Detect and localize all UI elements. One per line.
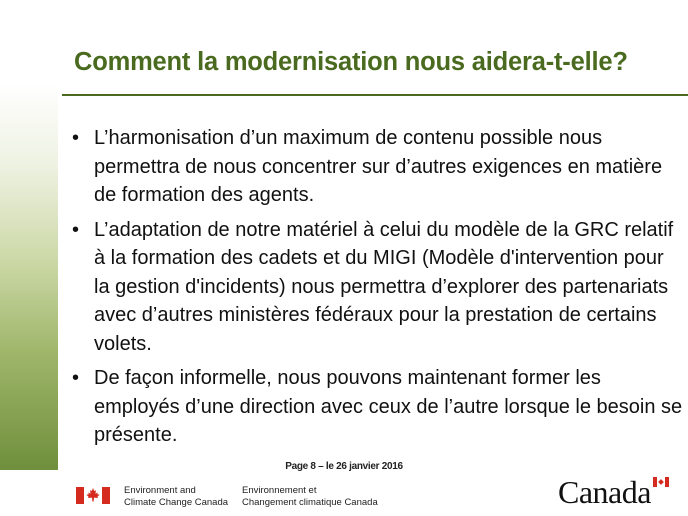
canada-wordmark: Canada <box>558 474 651 510</box>
bullet-text: L’harmonisation d’un maximum de contenu possible nous permettra de nous concentrer sur d’autres exigences en matière de formation des agents. <box>94 127 663 206</box>
department-name-french <box>242 485 378 509</box>
bullet-text: De façon informelle, nous pouvons maintenant former les employés d’une direction avec ceux de l’autre lorsque le besoin se présente. <box>94 367 683 446</box>
bullet-list <box>72 124 684 456</box>
bullet-text: L’adaptation de notre matériel à celui du modèle de la GRC relatif à la formation des cadets et du MIGI (Modèle d'intervention pour la gestion d'incidents) nous permettra d’explorer des partenariats avec d’autres ministères fédéraux pour la prestation de certains volets. <box>94 218 674 355</box>
title-divider <box>62 94 688 96</box>
slide-title: Comment la modernisation nous aidera-t-elle? <box>74 48 628 76</box>
department-name-english <box>124 485 228 509</box>
bullet-item <box>72 364 684 450</box>
bullet-dot: • <box>72 367 80 389</box>
maple-leaf-flag-icon <box>76 487 110 504</box>
wordmark-flag-icon <box>653 477 669 487</box>
page-footer-label: Page 8 – le 26 janvier 2016 <box>285 461 403 472</box>
bullet-dot: • <box>72 218 80 241</box>
bullet-dot: • <box>72 127 80 149</box>
dept-en-line: Environment and <box>124 485 196 496</box>
dept-fr-line: Changement climatique Canada <box>242 497 378 508</box>
dept-en-line: Climate Change Canada <box>124 497 229 508</box>
bullet-item <box>72 216 684 359</box>
decorative-side-band <box>0 0 58 470</box>
dept-fr-line: Environnement et <box>242 485 317 496</box>
bullet-item <box>72 124 684 210</box>
